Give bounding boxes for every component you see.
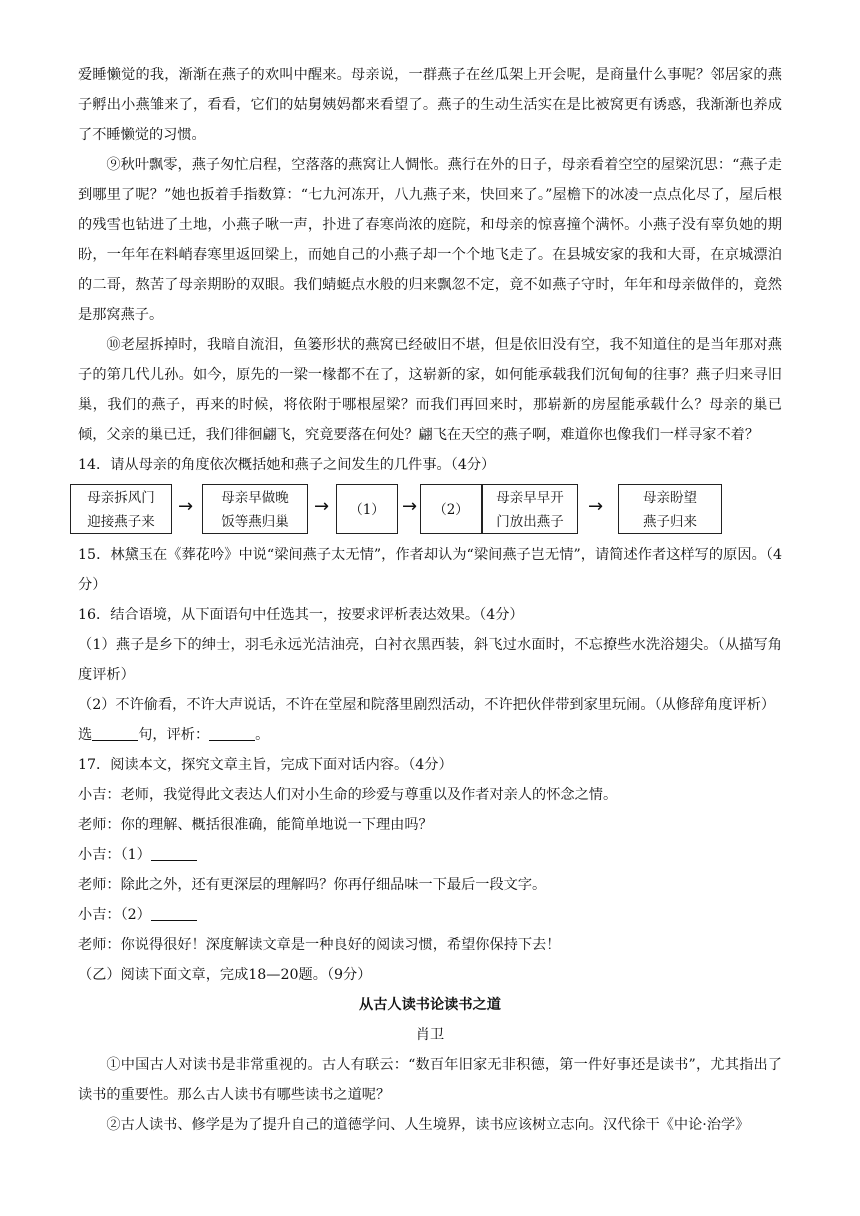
dialogue-line-3 (78, 840, 782, 870)
article-author: 肖卫 (415, 1027, 445, 1043)
paragraph-8-end: 爱睡懒觉的我，渐渐在燕子的欢叫中醒来。母亲说，一群燕子在丝瓜架上开会呢，是商量什么事呢？邻居家的燕子孵出小燕雏来了，看看，它们的姑舅姨妈都来看望了。燕子的生动生活实在是比被窝更有诱惑，我渐渐也养成了不睡懒觉的习惯。 (78, 67, 782, 143)
article-paragraph-1: ①中国古人对读书是非常重视的。古人有联云：“数百年旧家无非积德，第一件好事还是读书”，尤其指出了读书的重要性。那么古人读书有哪些读书之道呢？ (78, 1057, 782, 1103)
flow-box-5-line1: 母亲早早开 (496, 490, 564, 506)
flow-box-1 (70, 484, 172, 534)
flow-box-3-line1: （1） (349, 502, 385, 518)
arrow-icon: → (178, 496, 194, 517)
flow-box-4-line1: （2） (433, 502, 469, 518)
arrow-icon: → (314, 496, 330, 517)
flowchart (78, 482, 782, 538)
question-16-option-2: （2）不许偷看，不许大声说话，不许在堂屋和院落里剧烈活动，不许把伙伴带到家里玩闹。（从修辞角度评析） (78, 697, 776, 713)
answer-blank-1[interactable] (92, 726, 138, 741)
article-paragraph-2: ②古人读书、修学是为了提升自己的道德学问、人生境界，读书应该树立志向。汉代徐干《中论·治学》 (106, 1117, 750, 1133)
question-17: 17．阅读本文，探究文章主旨，完成下面对话内容。（4分） (78, 757, 453, 773)
exam-page (78, 60, 782, 1140)
flow-box-2-line1: 母亲早做晚 (221, 490, 289, 506)
flow-box-2-line2: 饭等燕归巢 (221, 514, 289, 530)
paragraph-9: ⑨秋叶飘零，燕子匆忙启程，空落落的燕窝让人惆怅。燕行在外的日子，母亲看着空空的屋梁沉思：“燕子走到哪里了呢？”她也扳着手指数算：“七九河冻开，八九燕子来，快回来了。”屋檐下的冰凌一点点化尽了，屋后根的残雪也钻进了土地，小燕子啾一声，扑进了春寒尚浓的庭院，和母亲的惊喜撞个满怀。小燕子没有辜负她的期盼，一年年在料峭春寒里返回梁上，而她自己的小燕子却一个个地飞走了。在县城安家的我和大哥，在京城漂泊的二哥，熬苦了母亲期盼的双眼。我们蜻蜓点水般的归来飘忽不定，竟不如燕子守时，年年和母亲做伴的，竟然是那窝燕子。 (78, 157, 782, 323)
dialogue-line-5-text: 小吉：（2） (78, 907, 151, 923)
dialogue-line-3-text: 小吉：（1） (78, 847, 151, 863)
answer-blank-3[interactable] (151, 846, 197, 861)
section-b-heading: （乙）阅读下面文章，完成18—20题。（9分） (78, 967, 372, 983)
dialogue-line-6: 老师：你说得很好！深度解读文章是一种良好的阅读习惯，希望你保持下去！ (78, 937, 561, 953)
answer-label-c: 。 (255, 727, 270, 743)
flow-box-1-line1: 母亲拆风门 (87, 490, 155, 506)
flow-box-4 (420, 484, 482, 534)
answer-label-a: 选 (78, 727, 93, 743)
flow-box-1-line2: 迎接燕子来 (87, 514, 155, 530)
flow-box-5-line2: 门放出燕子 (496, 514, 564, 530)
flow-box-6-line2: 燕子归来 (643, 514, 697, 530)
answer-blank-2[interactable] (209, 726, 255, 741)
flow-box-6 (618, 484, 722, 534)
paragraph-10: ⑩老屋拆掉时，我暗自流泪，鱼篓形状的燕窝已经破旧不堪，但是依旧没有空，我不知道住的是当年那对燕子的第几代儿孙。如今，原先的一梁一椽都不在了，这崭新的家，如何能承载我们沉甸甸的往事？燕子归来寻旧巢，我们的燕子，再来的时候，将依附于哪根屋梁？而我们再回来时，那崭新的房屋能承载什么？母亲的巢已倾，父亲的巢已迁，我们徘徊翩飞，究竟要落在何处？翩飞在天空的燕子啊，难道你也像我们一样寻家不着？ (78, 337, 782, 443)
dialogue-line-2: 老师：你的理解、概括很准确，能简单地说一下理由吗？ (78, 817, 433, 833)
arrow-icon: → (402, 496, 418, 517)
dialogue-line-1: 小吉：老师，我觉得此文表达人们对小生命的珍爱与尊重以及作者对亲人的怀念之情。 (78, 787, 618, 803)
question-16-option-1: （1）燕子是乡下的绅士，羽毛永远光洁油亮，白衬衣黑西装，斜飞过水面时，不忘撩些水洗浴翅尖。（从描写角度评析） (78, 637, 782, 683)
flow-box-5 (482, 484, 578, 534)
question-14: 14．请从母亲的角度依次概括她和燕子之间发生的几件事。（4分） (78, 457, 496, 473)
question-16-answer-line (78, 720, 782, 750)
flow-box-3 (336, 484, 398, 534)
answer-label-b: 句，评析： (138, 727, 210, 743)
answer-blank-4[interactable] (151, 906, 197, 921)
dialogue-line-5 (78, 900, 782, 930)
article-title: 从古人读书论读书之道 (359, 997, 501, 1013)
question-16: 16．结合语境，从下面语句中任选其一，按要求评析表达效果。（4分） (78, 607, 524, 623)
question-15: 15．林黛玉在《葬花吟》中说“梁间燕子太无情”，作者却认为“梁间燕子岂无情”，请简述作者这样写的原因。（4分） (78, 547, 782, 593)
flow-box-6-line1: 母亲盼望 (643, 490, 697, 506)
flow-box-2 (202, 484, 308, 534)
arrow-icon: → (588, 496, 604, 517)
dialogue-line-4: 老师：除此之外，还有更深层的理解吗？你再仔细品味一下最后一段文字。 (78, 877, 547, 893)
